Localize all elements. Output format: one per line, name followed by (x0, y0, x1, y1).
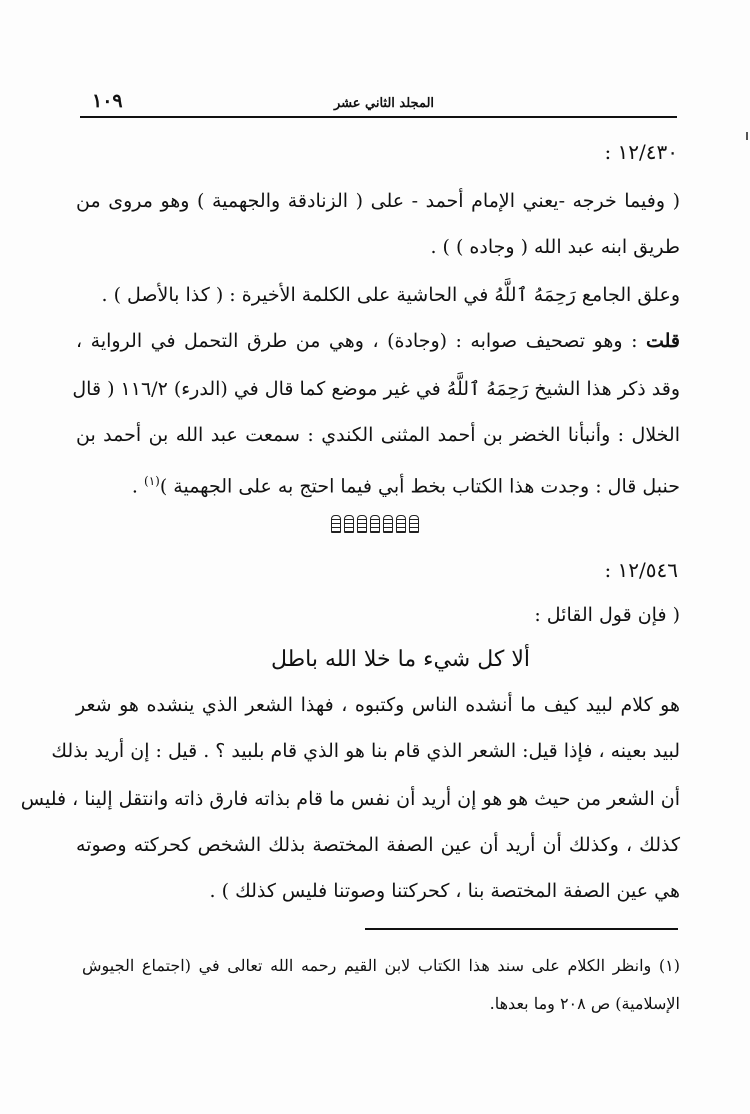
text-line: أن الشعر من حيث هو هو إن أريد أن نفس ما قام بذاته فارق ذاته وانتقل إلينا ، فليس (20, 788, 680, 810)
text-line: الخلال : وأنبأنا الخضر بن أحمد المثنى الكندي : سمعت عبد الله بن أحمد بن (76, 424, 680, 446)
page-number: ١٠٩ (92, 90, 123, 112)
ornament-icon (370, 515, 380, 533)
volume-title: المجلد الثاني عشر (333, 96, 435, 111)
text-line: وعلق الجامع رَحِمَهُ ٱللَّهُ في الحاشية على الكلمة الأخيرة : ( كذا بالأصل ) . (101, 284, 680, 306)
text-line: هو كلام لبيد كيف ما أنشده الناس وكتبوه ، فهذا الشعر الذي ينشده هو شعر (76, 694, 680, 716)
footnote-marker: (١) (144, 474, 160, 488)
poetry-verse: ألا كل شيء ما خلا الله باطل (271, 647, 530, 672)
text-line: طريق ابنه عبد الله ( وجاده ) ) . (430, 236, 680, 258)
text-line: لبيد بعينه ، فإذا قيل: الشعر الذي قام بنا هو الذي قام بلبيد ؟ . قيل : إن أريد بذلك (51, 740, 680, 762)
ornament-icon (357, 515, 367, 533)
text-line: وقد ذكر هذا الشيخ رَحِمَهُ ٱللَّهُ في غير موضع كما قال في (الدرء) ١١٦/٢ ( قال (72, 378, 680, 400)
ornament-icon (331, 515, 341, 533)
text-fragment: . (131, 475, 144, 498)
text-line: هي عين الصفة المختصة بنا ، كحركتنا وصوتنا فليس كذلك ) . (209, 880, 680, 902)
text-line: ( فإن قول القائل : (534, 604, 680, 626)
footnote-line: (١) وانظر الكلام على سند هذا الكتاب لابن القيم رحمه الله تعالى في (اجتماع الجيوش (82, 956, 680, 975)
running-header (92, 88, 676, 114)
qult-label: قلت (645, 330, 680, 352)
header-rule (80, 116, 677, 118)
text-line: كذلك ، وكذلك أن أريد أن عين الصفة المختصة بذلك الشخص كحركته وصوته (76, 834, 680, 856)
edge-mark (746, 132, 748, 140)
text-line (76, 466, 680, 501)
footnote-line: الإسلامية) ص ٢٠٨ وما بعدها. (489, 994, 680, 1013)
ornament-icon (383, 515, 393, 533)
ornament-icon (396, 515, 406, 533)
qult-text: : وهو تصحيف صوابه : (وجادة) ، وهي من طرق التحمل في الرواية ، (76, 330, 646, 352)
footnote-rule (365, 928, 678, 930)
text-line (76, 326, 680, 356)
text-line: ( وفيما خرجه -يعني الإمام أحمد - على ( الزنادقة والجهمية ) وهو مروى من (76, 190, 680, 212)
ornament-icon (409, 515, 419, 533)
section-reference: ١٢/٥٤٦ : (604, 558, 678, 582)
text-fragment: حنبل قال : وجدت هذا الكتاب بخط أبي فيما احتج به على الجهمية ) (159, 475, 680, 498)
section-reference: ١٢/٤٣٠ : (604, 140, 678, 164)
ornament-icon (344, 515, 354, 533)
ornament-divider (0, 515, 750, 537)
